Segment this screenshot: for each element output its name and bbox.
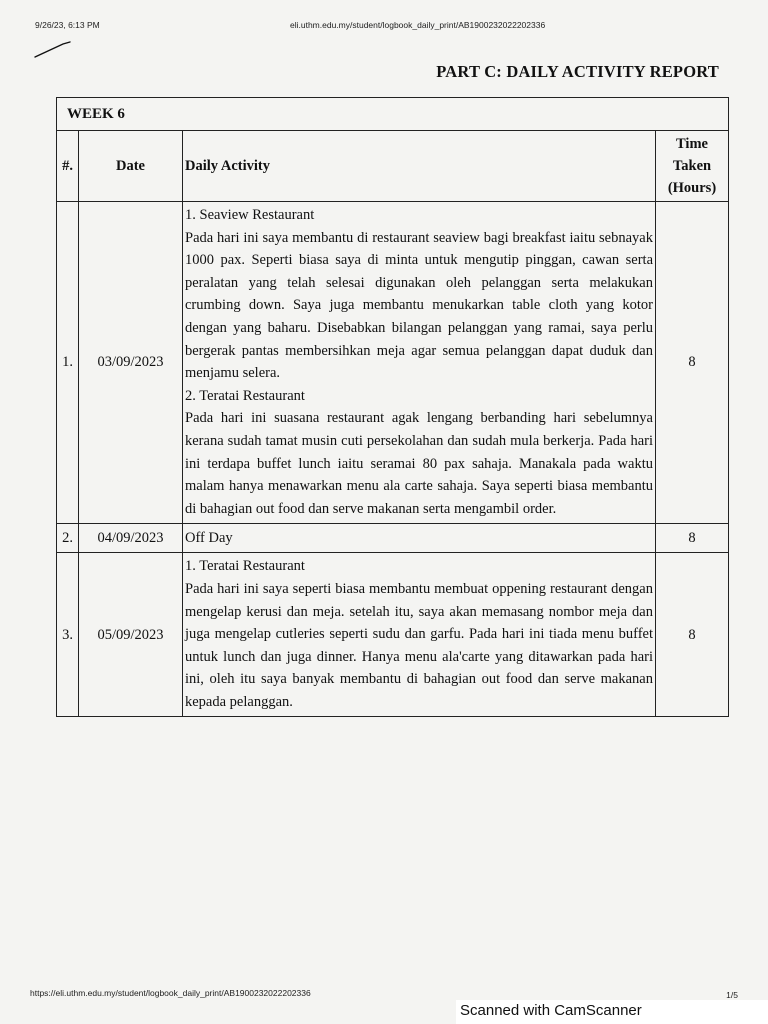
- activity-paragraph: Pada hari ini saya membantu di restaurant seaview bagi breakfast iaitu sebnayak 1000 pax. Seperti biasa saya di minta untuk mengutip pinggan, cawan serta peralatan yang telah selesai digunakan oleh pelanggan serta melakukan crumbing down. Saya juga membantu menukarkan table cloth yang kotor dengan yang baharu. Disebabkan bilangan pelanggan yang ramai, saya perlu bergerak pantas membersihkan meja agar semua pelanggan dapat duduk dan menjamu selera.: [185, 229, 653, 382]
- activity-paragraph: Pada hari ini suasana restaurant agak lengang berbanding hari sebelumnya kerana sudah tamat musin cuti persekolahan dan sudah mula berkerja. Pada hari ini terdapa buffet lunch iaitu seramai 80 pax sahaja. Manakala pada waktu malam hanya menawarkan menu ala carte sahaja. Saya seperti biasa membantu di bahagian out food dan serve makanan serta mengambil order.: [185, 410, 653, 517]
- camscanner-watermark: Scanned with CamScanner: [460, 1002, 642, 1019]
- row-hours: 8: [656, 202, 729, 524]
- row-hours: 8: [656, 553, 729, 717]
- footer-url: https://eli.uthm.edu.my/student/logbook_daily_print/AB1900232022202336: [30, 988, 311, 998]
- header-date: Date: [79, 131, 183, 202]
- header-time-line-1: Time: [676, 136, 708, 152]
- header-time-taken: [656, 131, 729, 202]
- table-row: [57, 202, 729, 524]
- header-time-line-2: Taken: [672, 158, 712, 174]
- daily-activity-table: [56, 97, 729, 717]
- row-number: 1.: [57, 202, 79, 524]
- row-date: 03/09/2023: [79, 202, 183, 524]
- row-number: 2.: [57, 524, 79, 553]
- report-title: PART C: DAILY ACTIVITY REPORT: [436, 62, 719, 81]
- row-date: 04/09/2023: [79, 524, 183, 553]
- activity-subheading: 1. Seaview Restaurant: [185, 207, 315, 223]
- week-row: [57, 98, 729, 131]
- row-activity: [183, 553, 656, 717]
- print-url: eli.uthm.edu.my/student/logbook_daily_print/AB1900232022202336: [290, 20, 546, 30]
- table-row: [57, 524, 729, 553]
- header-row: [57, 131, 729, 202]
- activity-paragraph: Off Day: [185, 530, 233, 547]
- print-datetime: 9/26/23, 6:13 PM: [35, 20, 100, 30]
- activity-subheading: 1. Teratai Restaurant: [185, 558, 305, 575]
- row-hours: 8: [656, 524, 729, 553]
- header-activity: Daily Activity: [183, 131, 656, 202]
- row-activity: [183, 202, 656, 524]
- row-activity: [183, 524, 656, 553]
- row-date: 05/09/2023: [79, 553, 183, 717]
- activity-paragraph: Pada hari ini saya seperti biasa membantu membuat oppening restaurant dengan mengelap kerusi dan meja. setelah itu, saya akan memasang nombor meja dan juga mengelap cutleries seperti sudu dan garfu. Pada hari ini tiada menu buffet untuk lunch dan juga dinner. Hanya menu ala'carte yang ditawarkan pada hari ini, oleh itu saya banyak membantu di bahagian out food dan serve makanan kepada pelanggan.: [185, 580, 653, 710]
- table-row: [57, 553, 729, 717]
- header-number: #.: [57, 131, 79, 202]
- pen-stroke-mark: [33, 40, 73, 60]
- page-number: 1/5: [726, 990, 738, 1000]
- activity-subheading: 2. Teratai Restaurant: [185, 387, 305, 404]
- week-label: WEEK 6: [57, 98, 729, 131]
- header-time-line-3: (Hours): [667, 180, 717, 196]
- row-number: 3.: [57, 553, 79, 717]
